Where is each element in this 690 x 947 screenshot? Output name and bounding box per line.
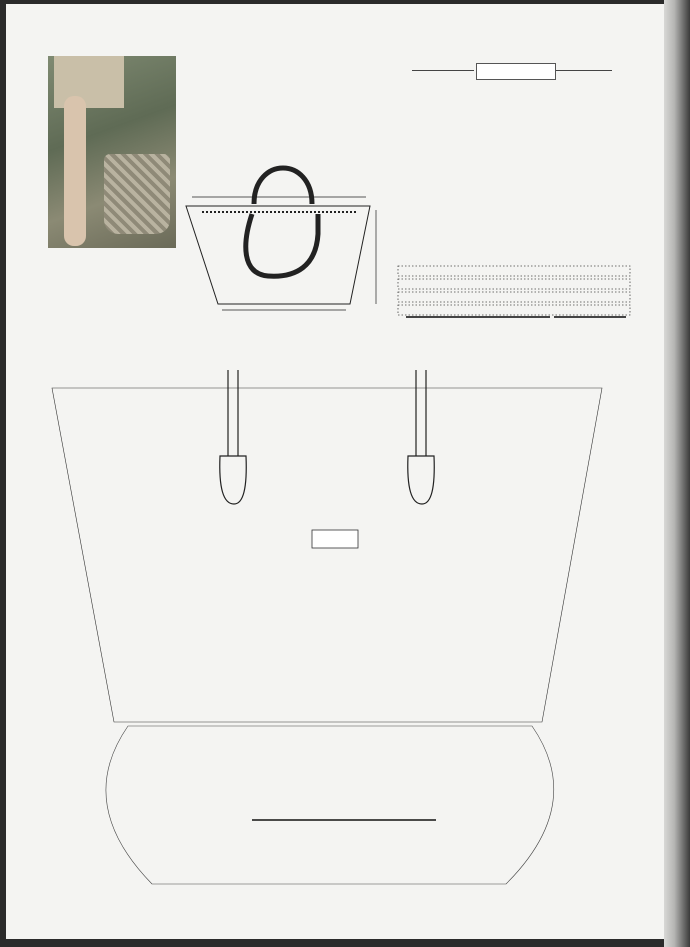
handle-right-tab [408,456,434,504]
footer [36,892,40,910]
page-edge [664,0,690,947]
fig1-handles [220,370,434,504]
fig1-body-outline [52,388,602,722]
fig2-row [398,292,630,302]
fig1-base [106,726,554,884]
page [6,4,670,939]
fig3-diagram [186,168,376,310]
fig2-row [398,266,630,276]
body-label-box [312,530,358,548]
fig2-row [398,305,630,315]
fig3-handle-lower [246,214,318,276]
handle-left-tab [220,456,246,504]
diagrams [6,4,670,939]
fig3-bag-outline [186,206,370,304]
fig3-handle [254,168,312,204]
fig1-body [52,388,602,722]
base-outline [106,726,554,884]
fig2-diagram [398,266,630,317]
fig2-row [398,279,630,289]
